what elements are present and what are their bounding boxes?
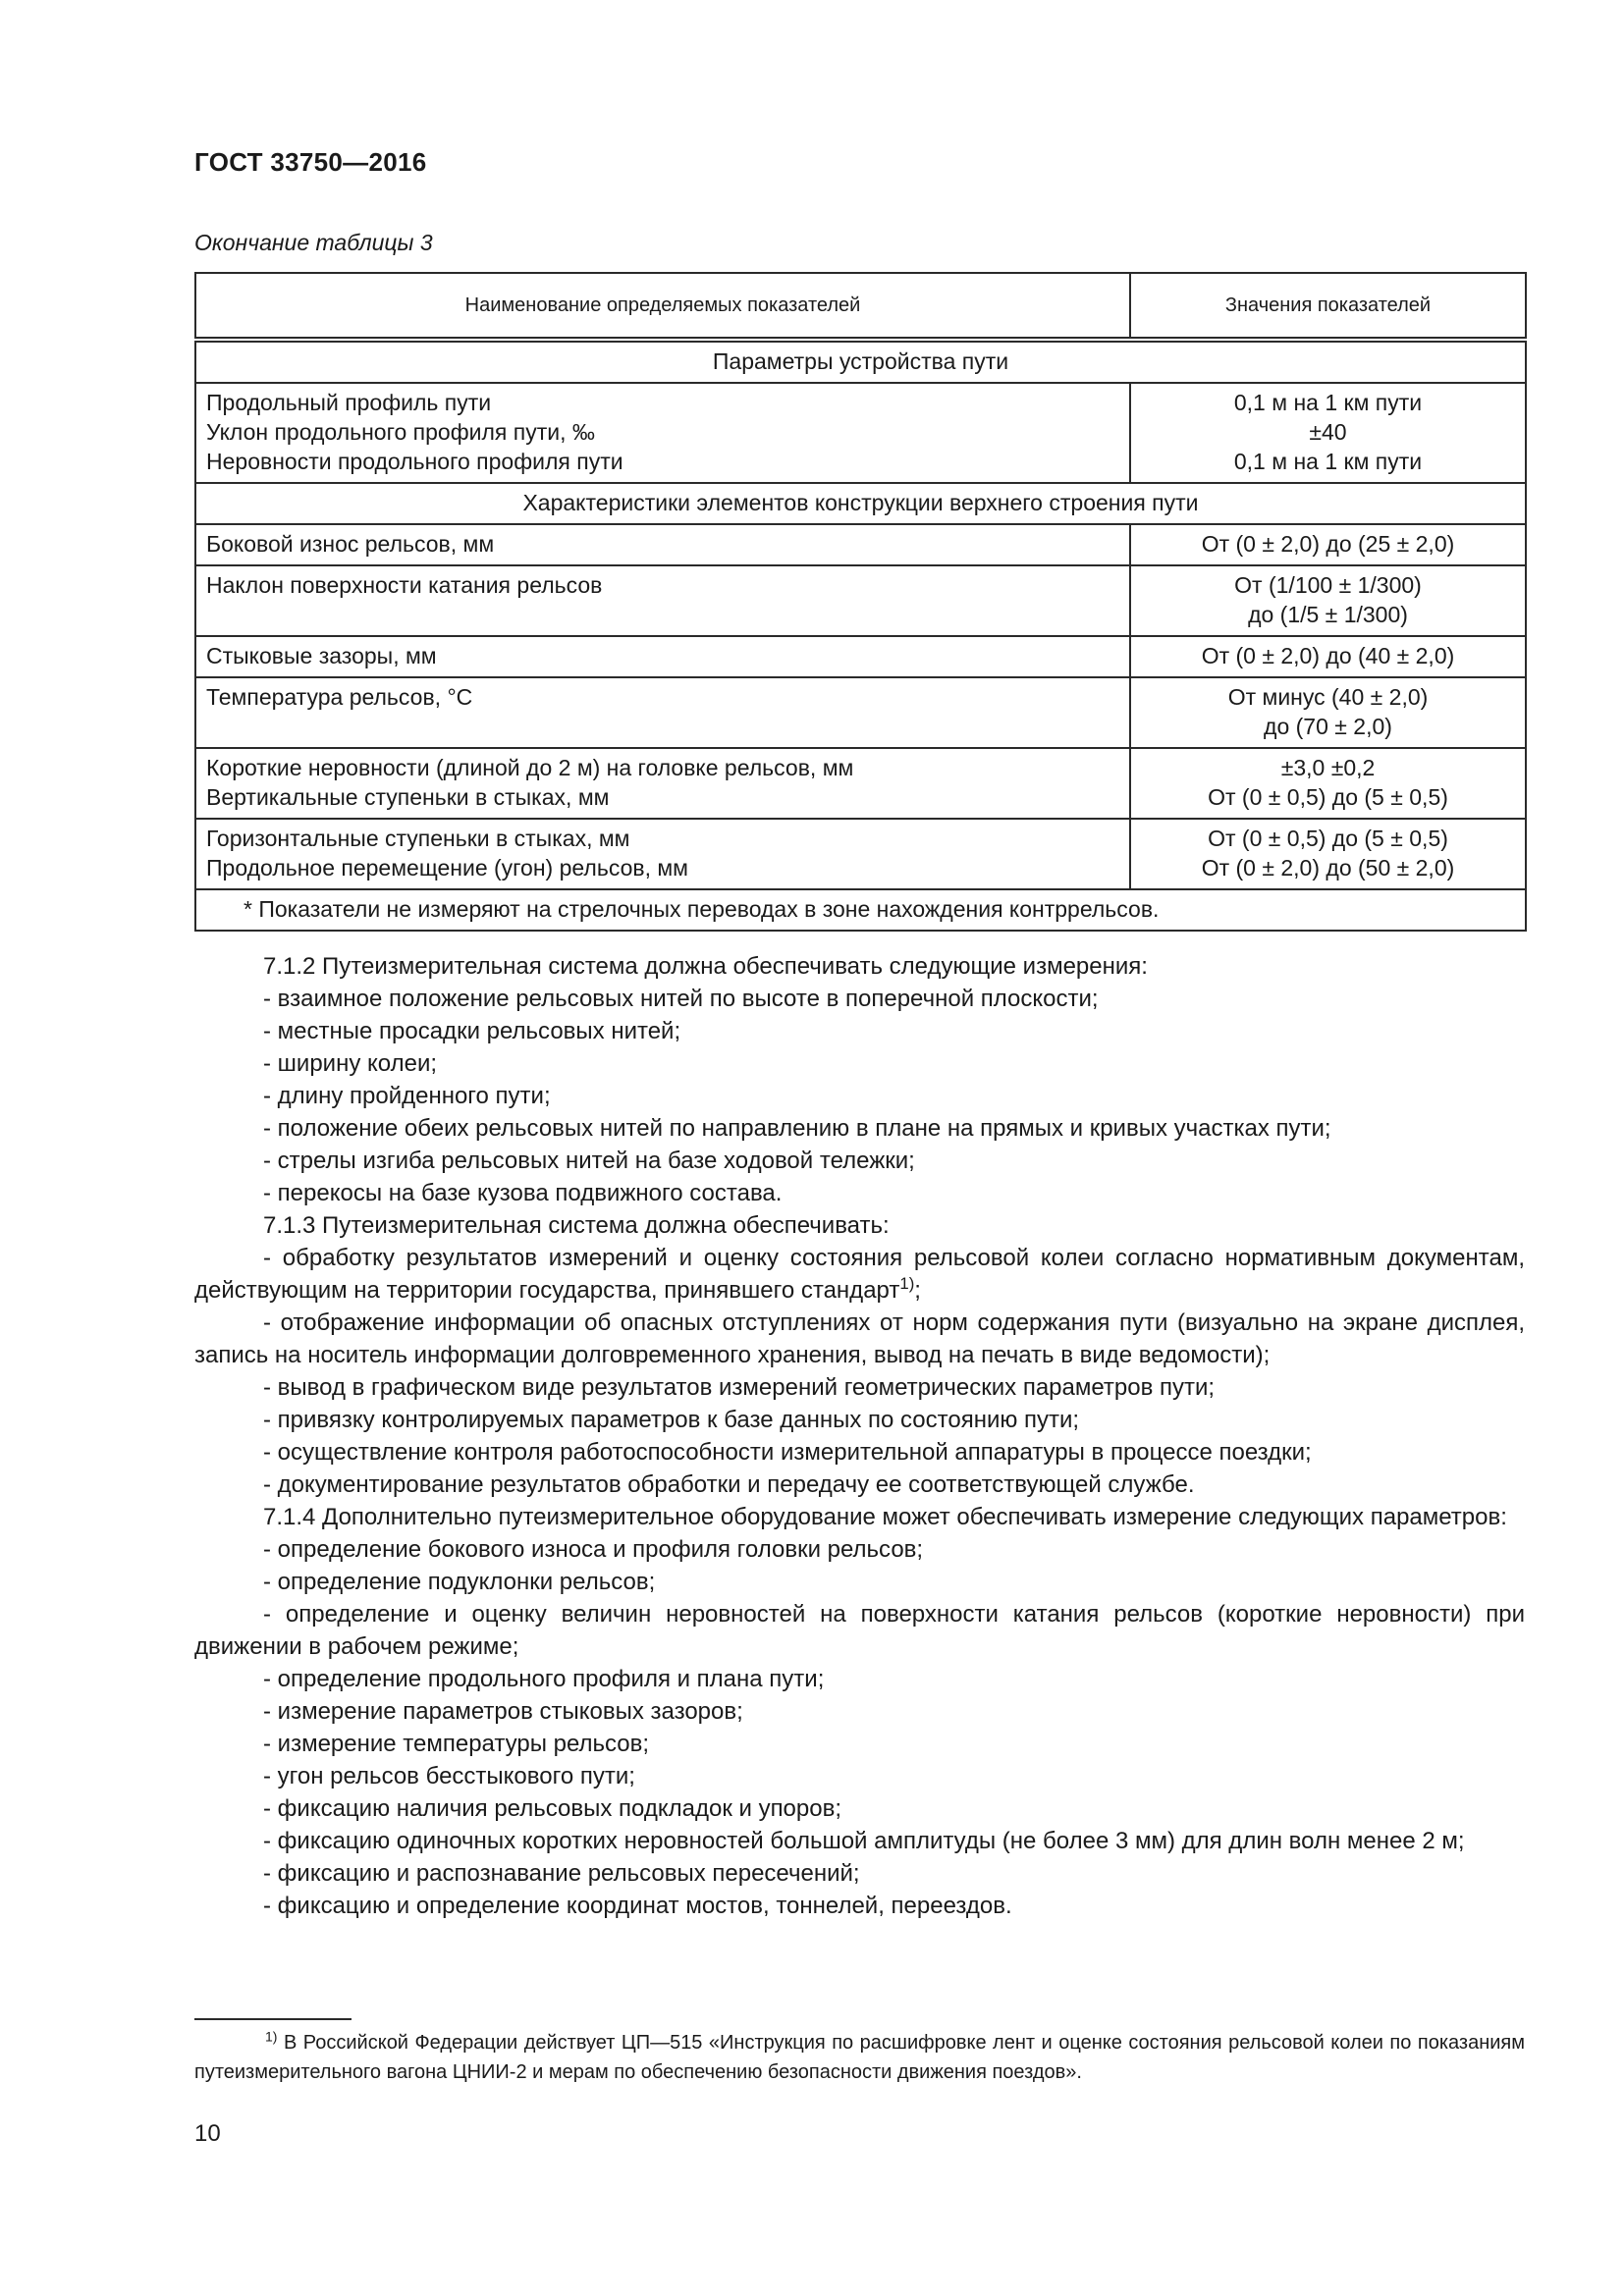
parameter-name: Наклон поверхности катания рельсов bbox=[206, 572, 603, 598]
parameter-cell bbox=[195, 524, 1130, 565]
clause-7-1-4: 7.1.4 Дополнительно путеизмерительное оборудование может обеспечивать измерение следующих параметров: bbox=[263, 1504, 1507, 1530]
table-caption: Окончание таблицы 3 bbox=[194, 230, 433, 255]
footnote bbox=[194, 2028, 1525, 2087]
parameter-name: Продольный профиль пути bbox=[206, 390, 492, 415]
footnote-marker: 1) bbox=[265, 2028, 278, 2045]
parameter-value: 0,1 м на 1 км пути bbox=[1233, 390, 1423, 415]
parameter-value: От (1/100 ± 1/300) bbox=[1234, 572, 1422, 598]
clause-7-1-3-list bbox=[194, 1307, 1525, 1501]
list-item: - определение и оценку величин неровностей на поверхности катания рельсов (короткие неровности) при движении в рабочем режиме; bbox=[194, 1601, 1525, 1660]
body-text bbox=[194, 950, 1525, 1922]
section-title: Характеристики элементов конструкции верхнего строения пути bbox=[195, 483, 1526, 524]
list-item: - осуществление контроля работоспособности измерительной аппаратуры в процессе поездки; bbox=[263, 1439, 1312, 1466]
parameter-name: Неровности продольного профиля пути bbox=[206, 449, 623, 474]
section-row bbox=[195, 340, 1526, 383]
parameter-name: Уклон продольного профиля пути, ‰ bbox=[206, 419, 595, 445]
parameter-value: до (70 ± 2,0) bbox=[1264, 714, 1392, 739]
parameter-value: От (0 ± 2,0) до (40 ± 2,0) bbox=[1201, 643, 1455, 668]
list-item: - местные просадки рельсовых нитей; bbox=[263, 1018, 681, 1044]
list-item: - фиксацию и определение координат мостов, тоннелей, переездов. bbox=[263, 1893, 1012, 1919]
indicators-table-body bbox=[195, 273, 1526, 931]
parameter-value: От (0 ± 0,5) до (5 ± 0,5) bbox=[1208, 826, 1448, 851]
list-item: - фиксацию одиночных коротких неровностей большой амплитуды (не более 3 мм) для длин волн менее 2 м; bbox=[263, 1828, 1465, 1854]
list-item-end: ; bbox=[914, 1277, 921, 1304]
parameter-cell bbox=[195, 748, 1130, 819]
list-item: - фиксацию и распознавание рельсовых пересечений; bbox=[263, 1860, 860, 1887]
value-cell bbox=[1130, 636, 1526, 677]
value-cell bbox=[1130, 524, 1526, 565]
list-item: - ширину колеи; bbox=[263, 1050, 438, 1077]
parameter-value: до (1/5 ± 1/300) bbox=[1248, 602, 1408, 627]
list-item: - положение обеих рельсовых нитей по направлению в плане на прямых и кривых участках пути; bbox=[263, 1115, 1331, 1142]
section-row bbox=[195, 483, 1526, 524]
standard-header: ГОСТ 33750—2016 bbox=[194, 147, 427, 177]
indicators-table bbox=[194, 272, 1527, 932]
list-item bbox=[194, 1242, 1525, 1307]
list-item: - измерение температуры рельсов; bbox=[263, 1731, 650, 1757]
table-row bbox=[195, 636, 1526, 677]
parameter-name: Продольное перемещение (угон) рельсов, мм bbox=[206, 855, 688, 881]
list-item: - привязку контролируемых параметров к базе данных по состоянию пути; bbox=[263, 1407, 1080, 1433]
table-row bbox=[195, 748, 1526, 819]
parameter-name: Боковой износ рельсов, мм bbox=[206, 531, 495, 557]
table-row bbox=[195, 677, 1526, 748]
parameter-value: От (0 ± 0,5) до (5 ± 0,5) bbox=[1208, 784, 1448, 810]
list-item: - документирование результатов обработки и передачу ее соответствующей службе. bbox=[263, 1471, 1195, 1498]
parameter-value: От (0 ± 2,0) до (50 ± 2,0) bbox=[1201, 855, 1455, 881]
parameter-cell bbox=[195, 636, 1130, 677]
clause-7-1-2-list bbox=[194, 983, 1525, 1209]
list-item: - угон рельсов бесстыкового пути; bbox=[263, 1763, 635, 1789]
table-row bbox=[195, 524, 1526, 565]
table-row bbox=[195, 819, 1526, 889]
parameter-cell bbox=[195, 383, 1130, 483]
parameter-value: От минус (40 ± 2,0) bbox=[1227, 684, 1429, 710]
parameter-cell bbox=[195, 565, 1130, 636]
table-note: * Показатели не измеряют на стрелочных переводах в зоне нахождения контррельсов. bbox=[195, 889, 1526, 931]
footnote-separator bbox=[194, 2018, 352, 2020]
parameter-name: Короткие неровности (длиной до 2 м) на головке рельсов, мм bbox=[206, 755, 854, 780]
parameter-name: Стыковые зазоры, мм bbox=[206, 643, 437, 668]
page-number: 10 bbox=[194, 2120, 221, 2147]
clause-7-1-2: 7.1.2 Путеизмерительная система должна обеспечивать следующие измерения: bbox=[263, 953, 1148, 980]
list-item: - измерение параметров стыковых зазоров; bbox=[263, 1698, 743, 1725]
table-row bbox=[195, 383, 1526, 483]
clause-7-1-4-list bbox=[194, 1533, 1525, 1922]
value-cell bbox=[1130, 565, 1526, 636]
parameter-value: От (0 ± 2,0) до (25 ± 2,0) bbox=[1201, 531, 1455, 557]
section-title: Параметры устройства пути bbox=[195, 340, 1526, 383]
column-header-value: Значения показателей bbox=[1130, 273, 1526, 340]
list-item: - взаимное положение рельсовых нитей по высоте в поперечной плоскости; bbox=[263, 986, 1099, 1012]
parameter-name: Температура рельсов, °С bbox=[206, 684, 473, 710]
value-cell bbox=[1130, 748, 1526, 819]
table-row bbox=[195, 565, 1526, 636]
value-cell bbox=[1130, 819, 1526, 889]
parameter-name: Вертикальные ступеньки в стыках, мм bbox=[206, 784, 610, 810]
parameter-value: 0,1 м на 1 км пути bbox=[1233, 449, 1423, 474]
table-header-row bbox=[195, 273, 1526, 340]
list-item: - фиксацию наличия рельсовых подкладок и упоров; bbox=[263, 1795, 842, 1822]
list-item: - стрелы изгиба рельсовых нитей на базе ходовой тележки; bbox=[263, 1148, 915, 1174]
parameter-value: ±40 bbox=[1309, 419, 1347, 445]
footnote-ref[interactable]: 1) bbox=[899, 1274, 915, 1293]
parameter-name: Горизонтальные ступеньки в стыках, мм bbox=[206, 826, 630, 851]
list-item: - определение продольного профиля и плана пути; bbox=[263, 1666, 825, 1692]
parameter-value: ±3,0 ±0,2 bbox=[1280, 755, 1376, 780]
list-item: - длину пройденного пути; bbox=[263, 1083, 551, 1109]
column-header-parameter: Наименование определяемых показателей bbox=[195, 273, 1130, 340]
list-item: - отображение информации об опасных отступлениях от норм содержания пути (визуально на экране дисплея, запись на носитель информации долговременного хранения, вывод на печать в виде ведомости); bbox=[194, 1309, 1525, 1368]
value-cell bbox=[1130, 677, 1526, 748]
note-row bbox=[195, 889, 1526, 931]
list-item: - перекосы на базе кузова подвижного состава. bbox=[263, 1180, 783, 1206]
value-cell bbox=[1130, 383, 1526, 483]
footnote-text: В Российской Федерации действует ЦП—515 «Инструкция по расшифровке лент и оценке состояния рельсовой колеи по показаниям путеизмерительного вагона ЦНИИ-2 и мерам по обеспечению безопасности движения поездов». bbox=[194, 2032, 1526, 2083]
list-item: - определение подуклонки рельсов; bbox=[263, 1569, 656, 1595]
parameter-cell bbox=[195, 819, 1130, 889]
parameter-cell bbox=[195, 677, 1130, 748]
list-item: - определение бокового износа и профиля головки рельсов; bbox=[263, 1536, 924, 1563]
list-item: - вывод в графическом виде результатов измерений геометрических параметров пути; bbox=[263, 1374, 1216, 1401]
list-item-text: - обработку результатов измерений и оценку состояния рельсовой колеи согласно нормативным документам, действующим на территории государства, принявшего стандарт bbox=[194, 1245, 1525, 1304]
clause-7-1-3: 7.1.3 Путеизмерительная система должна обеспечивать: bbox=[263, 1212, 890, 1239]
